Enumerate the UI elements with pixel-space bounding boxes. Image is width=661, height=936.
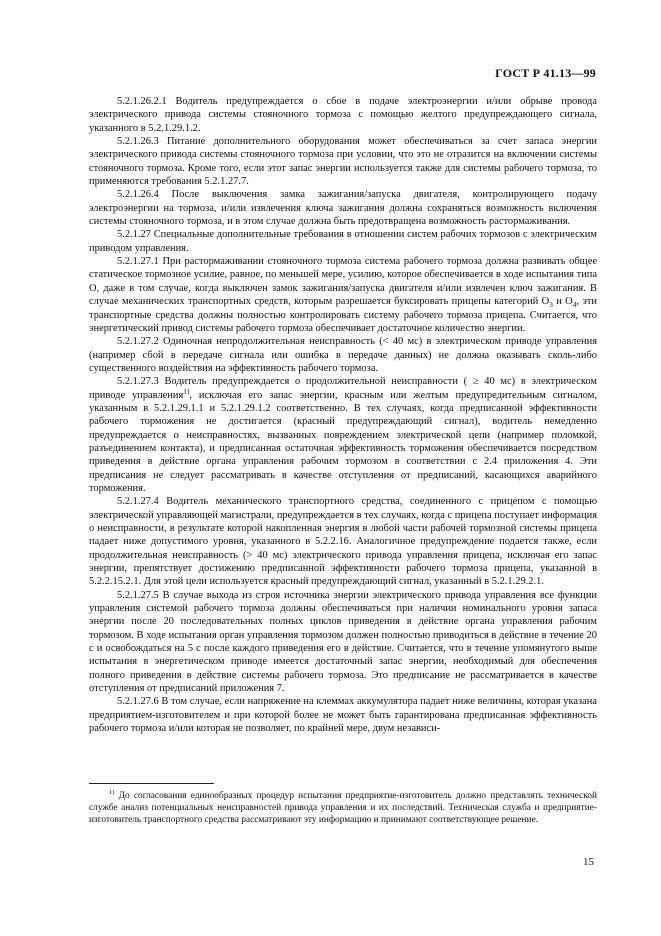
- page-number: 15: [583, 856, 594, 868]
- paragraph-5-2-1-27-4: 5.2.1.27.4 Водитель механического транспортного средства, соединенного с прицепом с помощью электрической управляющей магистрали, предупреждается в тех случаях, когда с прицепа поступает информация о неисправности, в результате которой накопленная энергия в любой части рабочей тормозной системы прицепа падает ниже допустимого уровня, указанного в 5.2.2.16. Аналогичное предупреждение подается также, если продолжительная неисправность (> 40 мс) электрического привода управления прицепа, исключая его запас энергии, препятствует достижению предписанной эффективности рабочего тормоза прицепа, указанной в 5.2.2.15.2.1. Для этой цели используется красный предупреждающий сигнал, указанный в 5.2.1.29.2.1.: [89, 496, 597, 588]
- document-body: [89, 95, 597, 736]
- paragraph-5-2-1-27-3: [89, 375, 597, 495]
- document-code-header: ГОСТ Р 41.13—99: [495, 66, 596, 80]
- paragraph-5-2-1-27: 5.2.1.27 Специальные дополнительные требования в отношении систем рабочих тормозов с электрическим приводом управления.: [89, 229, 597, 254]
- paragraph-text: 5.2.1.27.1 При растормаживании стояночного тормоза система рабочего тормоза должна развивать общее статическое тормозное усилие, равное, по меньшей мере, усилию, которое обеспечивается в ходе испытания типа О, даже в том случае, когда выключен замок зажигания/запуска двигателя и/или извлечен ключ зажигания. В случае механических транспортных средств, которым разрешается буксировать прицепы категорий О: [89, 256, 597, 308]
- footnote-text: [89, 790, 597, 827]
- paragraph-5-2-1-26-4: 5.2.1.26.4 После выключения замка зажигания/запуска двигателя, контролирующего подачу электроэнергии на тормоза, и/или извлечения ключа зажигания должна сохраняться возможность включения системы стояночного тормоза, и в этом случае должна быть предотвращена возможность растормаживания.: [89, 189, 597, 228]
- paragraph-5-2-1-26-2-1: 5.2.1.26.2.1 Водитель предупреждается о сбое в подаче электроэнергии и/или обрыве провода электрического привода системы стояночного тормоза с помощью желтого предупреждающего сигнала, указанного в 5.2.1.29.1.2.: [89, 96, 597, 134]
- footnote-reference: 1): [183, 386, 190, 396]
- paragraph-text: и О: [552, 296, 573, 308]
- paragraph-5-2-1-26-3: 5.2.1.26.3 Питание дополнительного оборудования может обеспечиваться за счет запаса энергии электрического привода системы стояночного тормоза при условии, что это не отразится на включении системы стояночного тормоза. Кроме того, если этот запас энергии используется также для системы рабочего тормоза, то применяются требования 5.2.1.27.7.: [89, 136, 597, 188]
- footnote: [89, 790, 597, 827]
- paragraph-5-2-1-27-2: 5.2.1.27.2 Одиночная непродолжительная неисправность (< 40 мс) в электрическом приводе управления (например сбой в передаче сигнала или ошибка в передаче данных) не должна оказывать сколь-либо существенного воздействия на эффективность рабочего тормоза.: [89, 336, 597, 374]
- subscript: 3: [549, 300, 553, 310]
- footnote-separator: [89, 783, 214, 784]
- paragraph-5-2-1-27-5: 5.2.1.27.5 В случае выхода из строя источника энергии электрического привода управления все функции управления системой рабочего тормоза должны обеспечиваться при наличии номинального уровня запаса энергии после 20 последовательных полных циклов приведения в действие органа управления рабочим тормозом. В ходе испытания орган управления тормозом должен полностью приводиться в действие в течение 20 с и освобождаться на 5 с после каждого приведения его в действие. Считается, что в течение упомянутого выше испытания в энергетическом приводе имеется достаточный запас энергии, необходимый для обеспечения полного приведения в действие системы рабочего тормоза. Это предписание не рассматривается в качестве отступления от предписаний приложения 7.: [89, 589, 597, 695]
- paragraph-5-2-1-27-6: 5.2.1.27.6 В том случае, если напряжение на клеммах аккумулятора падает ниже величины, которая указана предприятием-изготовителем и при которой более не может быть гарантирована предписанная эффективность рабочего тормоза и/или которая не позволяет, по крайней мере, двум независи-: [89, 696, 597, 735]
- footnote-marker: 1): [109, 788, 115, 796]
- paragraph-5-2-1-27-1: [89, 255, 597, 335]
- paragraph-text: 5.2.1.27.3 Водитель предупреждается о продолжительной неисправности ( ≥ 40 мс) в электрическом приводе управления: [89, 376, 597, 401]
- paragraph-text: , эти транспортные средства должны полностью контролировать систему рабочего тормоза прицепа. Считается, что энергетический привод системы рабочего тормоза обеспечивает достаточное количество энергии.: [89, 296, 597, 334]
- subscript: 4: [572, 300, 577, 310]
- paragraph-text: , исключая его запас энергии, красным или желтым предупредительным сигналом, указанным в 5.2.1.29.1.1 и 5.2.1.29.1.2 соответственно. В тех случаях, когда предписанной эффективности рабочего торможения не достигается (красный предупреждающий сигнал), водитель немедленно предупреждается о неисправностях, вызванных повреждением электрической цепи (например поломкой, разъединением контакта), и предписанная остаточная эффективность торможения обеспечивается посредством приведения в действие органа управления рабочим тормозом в соответствии с 2.4 приложения 4. Эти предписания не следует рассматривать в качестве отступления от предписаний, касающихся аварийного торможения.: [89, 389, 598, 494]
- footnote-body: До согласования единообразных процедур испытания предприятие-изготовитель должно представлять технической службе анализ потенциальных неисправностей привода управления и их последствий. Техническая служба и предприятие-изготовитель транспортного средства рассматривают эту информацию и принимают соответствующее решение.: [89, 791, 597, 826]
